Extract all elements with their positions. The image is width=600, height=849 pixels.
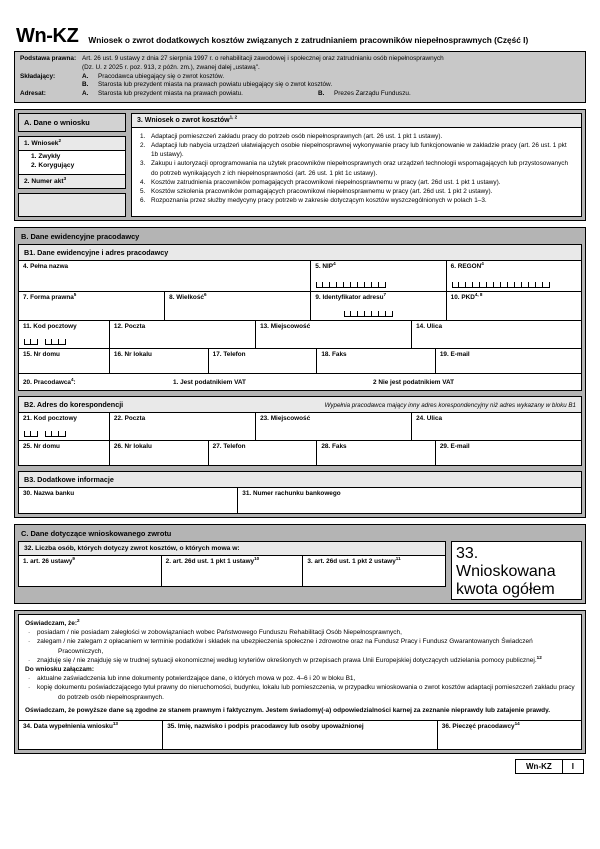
- list-item-number: 1.: [140, 133, 146, 141]
- field-14-ulica[interactable]: [412, 321, 582, 349]
- declaration-bullet-text: zalegam / nie zalegam z opłacaniem w terminie podatków i składek na ubezpieczenia społeczne i zdrowotne oraz na Fundusz Pracy i Fundusz Gwarantowanych Świadczeń Pracowniczych,: [37, 638, 533, 655]
- field-17-telefon[interactable]: [209, 349, 318, 374]
- field-2-footnote: 3: [63, 175, 67, 181]
- page-title: Wniosek o zwrot dodatkowych kosztów związanych z zatrudnianiem pracowników niepełnosprawnych (Część I): [88, 34, 529, 45]
- field-11-label: 11. Kod pocztowy: [23, 322, 77, 330]
- field-30-label: 30. Nazwa banku: [23, 489, 75, 497]
- field-7-label: 7. Forma prawna: [23, 293, 74, 301]
- declaration-bullet-body: znajduję się / nie znajduję się w trudnej sytuacji ekonomicznej według kryteriów określonych w przepisach prawa Unii Europejskiej dotyczących udzielania pomocy publicznej.: [37, 656, 537, 664]
- field-1-options[interactable]: [18, 151, 126, 175]
- declaration-intro-text: Oświadczam, że:: [25, 619, 78, 627]
- field-9-identyfikator-adresu[interactable]: [311, 292, 446, 321]
- list-item[interactable]: [140, 187, 575, 196]
- field-1-label: [18, 136, 126, 151]
- field-21-comb[interactable]: [24, 431, 66, 437]
- section-a-left-column: [18, 113, 126, 217]
- list-item-number: 3.: [140, 160, 146, 168]
- submitter-label: Składający:: [20, 72, 56, 80]
- field-16-label: 16. Nr lokalu: [113, 350, 152, 358]
- addressee-b-key: B.: [318, 90, 325, 98]
- list-item[interactable]: [140, 159, 575, 177]
- field-3-option-list: [132, 128, 581, 209]
- field-32-2-art26d-1[interactable]: [162, 556, 304, 587]
- bullet-marker: ·: [28, 684, 31, 692]
- field-36-label: 36. Pieczęć pracodawcy: [441, 723, 515, 731]
- block-b2-title-text: B2. Adres do korespondencji: [24, 399, 124, 409]
- field-6-regon[interactable]: [447, 261, 582, 292]
- field-6-footnote: 4: [481, 260, 484, 266]
- field-22-poczta[interactable]: [110, 413, 256, 441]
- footer-form-code: Wn-KZ: [515, 759, 563, 774]
- block-b1-title: B1. Dane ewidencyjne i adres pracodawcy: [18, 244, 582, 261]
- legal-basis-block: [14, 51, 586, 103]
- list-item-number: 6.: [140, 196, 146, 204]
- option-zwykly[interactable]: 1. Zwykły: [31, 153, 61, 161]
- field-8-footnote: 6: [203, 291, 207, 297]
- signature-row: [18, 721, 582, 750]
- field-12-label: 12. Poczta: [113, 322, 146, 330]
- field-20-label: 20. Pracodawca: [23, 378, 71, 386]
- field-18-faks[interactable]: [317, 349, 436, 374]
- field-2-label: [18, 175, 126, 189]
- field-14-label: 14. Ulica: [416, 322, 443, 330]
- row-b1-1: [18, 261, 582, 292]
- list-item-text: Kosztów szkolenia pracowników pomagających pracownikowi niepełnosprawnemu w pracy (art. 26d ust. 1 pkt 2 ustawy).: [151, 187, 493, 195]
- attachment-item: [25, 683, 575, 701]
- field-32-3-art26d-2[interactable]: [303, 556, 446, 587]
- field-3-title-text: 3. Wniosek o zwrot kosztów: [137, 117, 230, 125]
- attachments-intro: Do wniosku załączam:: [25, 666, 94, 674]
- field-18-label: 18. Faks: [321, 350, 347, 358]
- field-32-label: 32. Liczba osób, których dotyczy zwrot kosztów, o których mowa w:: [18, 541, 446, 556]
- field-8-label: 8. Wielkość: [169, 293, 204, 301]
- field-32-3-footnote: 11: [395, 555, 401, 561]
- form-code: Wn-KZ: [16, 25, 79, 47]
- submitter-b-text: Starosta lub prezydent miasta na prawach powiatu ubiegający się o zwrot kosztów.: [98, 81, 333, 89]
- list-item[interactable]: [140, 141, 575, 159]
- field-11-kod-pocztowy[interactable]: [19, 321, 110, 349]
- declaration-bullet-text: [37, 656, 575, 665]
- field-34-footnote: 13: [112, 720, 118, 726]
- row-c-1: [18, 556, 446, 587]
- field-34-label: 34. Data wypełnienia wniosku: [23, 723, 113, 731]
- list-item-text: Kosztów zatrudnienia pracowników pomagających pracownikowi niepełnosprawnemu w pracy (art. 26d ust. 1 pkt 1 ustawy).: [151, 178, 501, 186]
- field-36-pieczec[interactable]: [438, 721, 582, 750]
- addressee-b-text: Prezes Zarządu Funduszu.: [334, 90, 411, 98]
- field-4-label: 4. Pełna nazwa: [23, 262, 69, 270]
- section-c-title: C. Dane dotyczące wnioskowanego zwrotu: [21, 528, 172, 538]
- row-b1-3: [18, 321, 582, 349]
- field-21-label: 21. Kod pocztowy: [23, 414, 77, 422]
- field-32-2-label: 2. art. 26d ust. 1 pkt 1 ustawy: [165, 557, 255, 565]
- list-item-text: Zakupu i autoryzacji oprogramowania na użytek pracowników niepełnosprawnych oraz urządzeń technologii wspomagających lub przystosowanych do potrzeb wynikających z ich niepełnosprawności (art. 26 ust. 1 pkt 1c ustawy).: [151, 160, 569, 177]
- declaration-block: [14, 610, 586, 754]
- list-item-number: 5.: [140, 187, 146, 195]
- legal-basis-line-2: (Dz. U. z 2025 r. poz. 913, z późn. zm.), zwanej dalej „ustawą".: [82, 63, 260, 71]
- field-3-panel: [131, 113, 582, 217]
- field-25-nr-domu[interactable]: [19, 441, 110, 466]
- field-7-forma-prawna[interactable]: [19, 292, 165, 321]
- list-item[interactable]: [140, 132, 575, 141]
- list-item-number: 4.: [140, 178, 146, 186]
- field-5-footnote: 4: [333, 260, 336, 266]
- field-27-label: 27. Telefon: [212, 442, 246, 450]
- block-b2-title: [18, 396, 582, 413]
- field-33-kwota-ogolem[interactable]: [451, 541, 582, 600]
- field-6-label: 6. REGON: [450, 262, 482, 270]
- declaration-bullet[interactable]: [25, 628, 575, 637]
- submitter-a-text: Pracodawca ubiegający się o zwrot kosztów.: [98, 72, 225, 80]
- field-36-footnote: 14: [514, 720, 520, 726]
- field-9-comb[interactable]: [344, 311, 393, 317]
- field-32-1-footnote: 9: [72, 555, 75, 561]
- field-2-input[interactable]: [18, 193, 126, 217]
- field-20-option-vat-yes[interactable]: 1. Jest podatnikiem VAT: [173, 378, 246, 386]
- row-b3-1: [18, 488, 582, 514]
- row-b2-2: [18, 441, 582, 466]
- field-32-3-label: 3. art. 26d ust. 1 pkt 2 ustawy: [307, 557, 396, 565]
- field-26-nr-lokalu[interactable]: [110, 441, 209, 466]
- field-1-footnote: 2: [58, 137, 62, 143]
- section-b-title: B. Dane ewidencyjne pracodawcy: [21, 231, 140, 241]
- section-c: [14, 524, 586, 604]
- attachment-text: aktualne zaświadczenia lub inne dokumenty potwierdzające dane, o których mowa w poz. 4–6 i 20 w bloku B1,: [37, 675, 356, 683]
- declaration-intro-footnote: 2: [77, 617, 80, 623]
- field-28-label: 28. Faks: [321, 442, 347, 450]
- declaration-bullet-text: posiadam / nie posiadam zaległości w zobowiązaniach wobec Państwowego Funduszu Rehabilitacji Osób Niepełnosprawnych,: [37, 629, 402, 637]
- field-5-nip[interactable]: [311, 261, 446, 292]
- field-32-group: [18, 541, 446, 600]
- option-korygujacy[interactable]: 2. Korygujący: [31, 162, 75, 170]
- section-a-title: A. Dane o wniosku: [18, 113, 126, 132]
- field-2-text: 2. Numer akt: [24, 177, 64, 185]
- block-b2-note: Wypełnia pracodawca mający inny adres korespondencyjny niż adres wykazany w bloku B1: [324, 401, 576, 409]
- list-item-text: Rozpoznania przez służby medycyny pracy potrzeb w zakresie dotyczącym kosztów wyszczególnionych w polach 1–3.: [151, 196, 487, 204]
- attachment-text: kopię dokumentu poświadczającego tytuł prawny do nieruchomości, budynku, lokalu lub pomieszczenia, w przypadku wnioskowania o zwrot kosztów adaptacji pomieszczeń zakładu pracy do potrzeb osób niepełnosprawnych.: [37, 684, 575, 701]
- field-11-comb[interactable]: [24, 339, 66, 345]
- field-12-poczta[interactable]: [110, 321, 256, 349]
- list-item[interactable]: [140, 196, 575, 205]
- field-21-kod-pocztowy[interactable]: [19, 413, 110, 441]
- field-35-label: 35. Imię, nazwisko i podpis pracodawcy lub osoby upoważnionej: [167, 723, 364, 731]
- field-19-label: 19. E-mail: [439, 350, 470, 358]
- submitter-b-key: B.: [82, 81, 89, 89]
- field-27-telefon[interactable]: [209, 441, 318, 466]
- declaration-bullet-footnote: 12: [536, 654, 542, 660]
- field-33-label: 33. Wnioskowana kwota ogółem: [456, 544, 556, 598]
- field-3-title: [132, 114, 581, 128]
- legal-basis-line-1: Art. 26 ust. 9 ustawy z dnia 27 sierpnia 1997 r. o rehabilitacji zawodowej i społecznej oraz zatrudnianiu osób niepełnosprawnych: [82, 55, 444, 62]
- row-b1-2: [18, 292, 582, 321]
- field-31-label: 31. Numer rachunku bankowego: [242, 489, 341, 497]
- field-20-option-vat-no[interactable]: 2 Nie jest podatnikiem VAT: [373, 378, 455, 386]
- field-32-2-footnote: 10: [254, 555, 260, 561]
- field-32-1-label: 1. art. 26 ustawy: [23, 557, 73, 565]
- field-7-footnote: 5: [73, 291, 77, 297]
- field-26-label: 26. Nr lokalu: [113, 442, 152, 450]
- field-29-label: 29. E-mail: [439, 442, 470, 450]
- field-32-1-art26[interactable]: [19, 556, 162, 587]
- field-34-data-wypelnienia[interactable]: [19, 721, 163, 750]
- field-9-footnote: 7: [383, 291, 387, 297]
- field-24-label: 24. Ulica: [416, 414, 443, 422]
- addressee-a-text: Starosta lub prezydent miasta na prawach powiatu.: [98, 90, 243, 98]
- form-footer: [14, 759, 586, 774]
- list-item-number: 2.: [140, 142, 146, 150]
- field-29-email[interactable]: [436, 441, 582, 466]
- field-22-label: 22. Poczta: [113, 414, 146, 422]
- attachment-item: [25, 674, 575, 683]
- field-4-pelna-nazwa[interactable]: [19, 261, 311, 292]
- bullet-marker: ·: [28, 629, 31, 637]
- declaration-bullet[interactable]: [25, 656, 575, 665]
- row-b1-5: [18, 374, 582, 391]
- row-b2-1: [18, 413, 582, 441]
- field-5-label: 5. NIP: [315, 262, 334, 270]
- list-item-text: Adaptacji lub nabycia urządzeń ułatwiających osobie niepełnosprawnej wykonywanie pracy lub funkcjonowanie w zakładzie pracy (art. 26 ust. 1 pkt 1b ustawy).: [151, 142, 567, 159]
- declaration-bullet[interactable]: [25, 637, 575, 655]
- list-item-text: Adaptacji pomieszczeń zakładu pracy do potrzeb osób niepełnosprawnych (art. 26 ust. 1 pkt 1 ustawy).: [151, 133, 443, 141]
- field-35-podpis[interactable]: [163, 721, 438, 750]
- field-19-email[interactable]: [436, 349, 582, 374]
- block-b3-title: B3. Dodatkowe informacje: [18, 471, 582, 488]
- field-1-text: 1. Wniosek: [24, 140, 59, 148]
- field-5-comb[interactable]: [316, 282, 386, 288]
- field-6-comb[interactable]: [452, 282, 550, 288]
- legal-basis-label: Podstawa prawna:: [20, 55, 77, 62]
- form-header: [14, 0, 586, 51]
- field-20-pracodawca[interactable]: 20. Pracodawca$^4$: 1. Jest podatnikiem VAT 2 Nie jest podatnikiem VAT: [19, 374, 582, 391]
- addressee-label: Adresat:: [20, 90, 46, 98]
- declaration-final: Oświadczam, że powyższe dane są zgodne ze stanem prawnym i faktycznym. Jestem świadomy(-a) odpowiedzialności karnej za zeznanie nieprawdy lub zatajenie prawdy.: [25, 706, 551, 714]
- field-20-footnote: 4: [70, 376, 74, 382]
- field-15-label: 15. Nr domu: [23, 350, 60, 358]
- field-15-nr-domu[interactable]: [19, 349, 110, 374]
- field-28-faks[interactable]: [317, 441, 436, 466]
- field-10-label: 10. PKD: [450, 293, 475, 301]
- declaration-text: [18, 614, 582, 721]
- field-10-footnote: 4, 8: [474, 291, 483, 297]
- addressee-a-key: A.: [82, 90, 89, 98]
- field-8-wielkosc[interactable]: [165, 292, 311, 321]
- field-17-label: 17. Telefon: [212, 350, 246, 358]
- field-25-label: 25. Nr domu: [23, 442, 60, 450]
- row-b1-4: [18, 349, 582, 374]
- field-31-numer-rachunku[interactable]: [238, 488, 582, 514]
- field-24-ulica[interactable]: [412, 413, 582, 441]
- field-13-label: 13. Miejscowość: [260, 322, 311, 330]
- section-b: [14, 227, 586, 518]
- field-13-miejscowosc[interactable]: [256, 321, 412, 349]
- field-3-footnote: 1, 2: [229, 114, 238, 120]
- section-a: [14, 109, 586, 221]
- submitter-a-key: A.: [82, 72, 89, 80]
- list-item[interactable]: [140, 178, 575, 187]
- bullet-marker: ·: [28, 638, 31, 646]
- footer-part-number: I: [563, 759, 584, 774]
- field-30-nazwa-banku[interactable]: [19, 488, 238, 514]
- field-9-label: 9. Identyfikator adresu: [315, 293, 384, 301]
- field-23-label: 23. Miejscowość: [260, 414, 311, 422]
- declaration-intro: [25, 619, 575, 628]
- bullet-marker: ·: [28, 675, 31, 683]
- field-16-nr-lokalu[interactable]: [110, 349, 209, 374]
- field-23-miejscowosc[interactable]: [256, 413, 412, 441]
- bullet-marker: ·: [28, 656, 31, 664]
- field-10-pkd[interactable]: [447, 292, 582, 321]
